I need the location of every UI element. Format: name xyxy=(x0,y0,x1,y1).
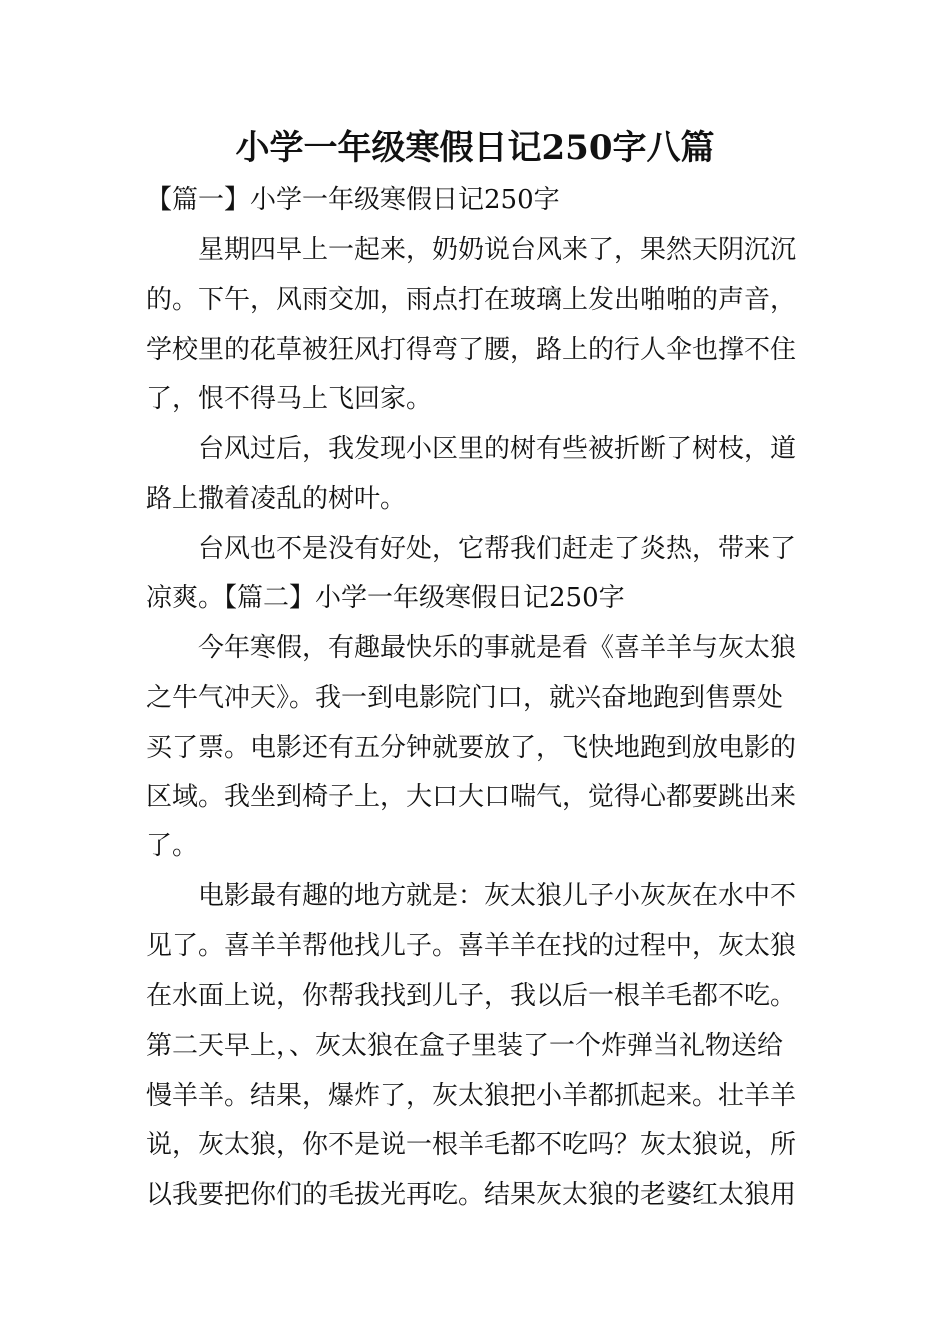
document-title: 小学一年级寒假日记250字八篇 xyxy=(235,128,715,168)
text-line: 区域。我坐到椅子上，大口大口喘气，觉得心都要跳出来 xyxy=(146,782,797,812)
text-line: 台风过后，我发现小区里的树有些被折断了树枝，道 xyxy=(198,434,797,464)
text-line: 买了票。电影还有五分钟就要放了，飞快地跑到放电影的 xyxy=(146,733,797,763)
text-line: 说，灰太狼，你不是说一根羊毛都不吃吗？灰太狼说，所 xyxy=(146,1130,797,1160)
text-line: 学校里的花草被狂风打得弯了腰，路上的行人伞也撑不住 xyxy=(146,335,797,365)
text-line: 在水面上说，你帮我找到儿子，我以后一根羊毛都不吃。 xyxy=(146,981,797,1011)
text-line: 的。下午，风雨交加，雨点打在玻璃上发出啪啪的声音， xyxy=(146,285,797,315)
text-line: 电影最有趣的地方就是：灰太狼儿子小灰灰在水中不 xyxy=(198,881,797,911)
text-line: 了。 xyxy=(146,831,199,861)
text-line: 以我要把你们的毛拔光再吃。结果灰太狼的老婆红太狼用 xyxy=(146,1180,797,1210)
text-line: 见了。喜羊羊帮他找儿子。喜羊羊在找的过程中，灰太狼 xyxy=(146,931,797,961)
text-line: 星期四早上一起来，奶奶说台风来了，果然天阴沉沉 xyxy=(198,235,797,265)
text-line: 路上撒着凌乱的树叶。 xyxy=(146,484,407,514)
text-line: 第二天早上，、灰太狼在盒子里装了一个炸弹当礼物送给 xyxy=(146,1031,784,1061)
text-line: 台风也不是没有好处，它帮我们赶走了炎热，带来了 xyxy=(198,534,797,564)
section-heading: 【篇一】小学一年级寒假日记250字 xyxy=(146,185,560,215)
text-line: 今年寒假，有趣最快乐的事就是看《喜羊羊与灰太狼 xyxy=(198,633,797,663)
text-line: 凉爽。【篇二】小学一年级寒假日记250字 xyxy=(146,583,625,613)
text-line: 之牛气冲天》。我一到电影院门口，就兴奋地跑到售票处 xyxy=(146,683,784,713)
text-line: 慢羊羊。结果，爆炸了，灰太狼把小羊都抓起来。壮羊羊 xyxy=(146,1081,797,1111)
text-line: 了，恨不得马上飞回家。 xyxy=(146,384,433,414)
